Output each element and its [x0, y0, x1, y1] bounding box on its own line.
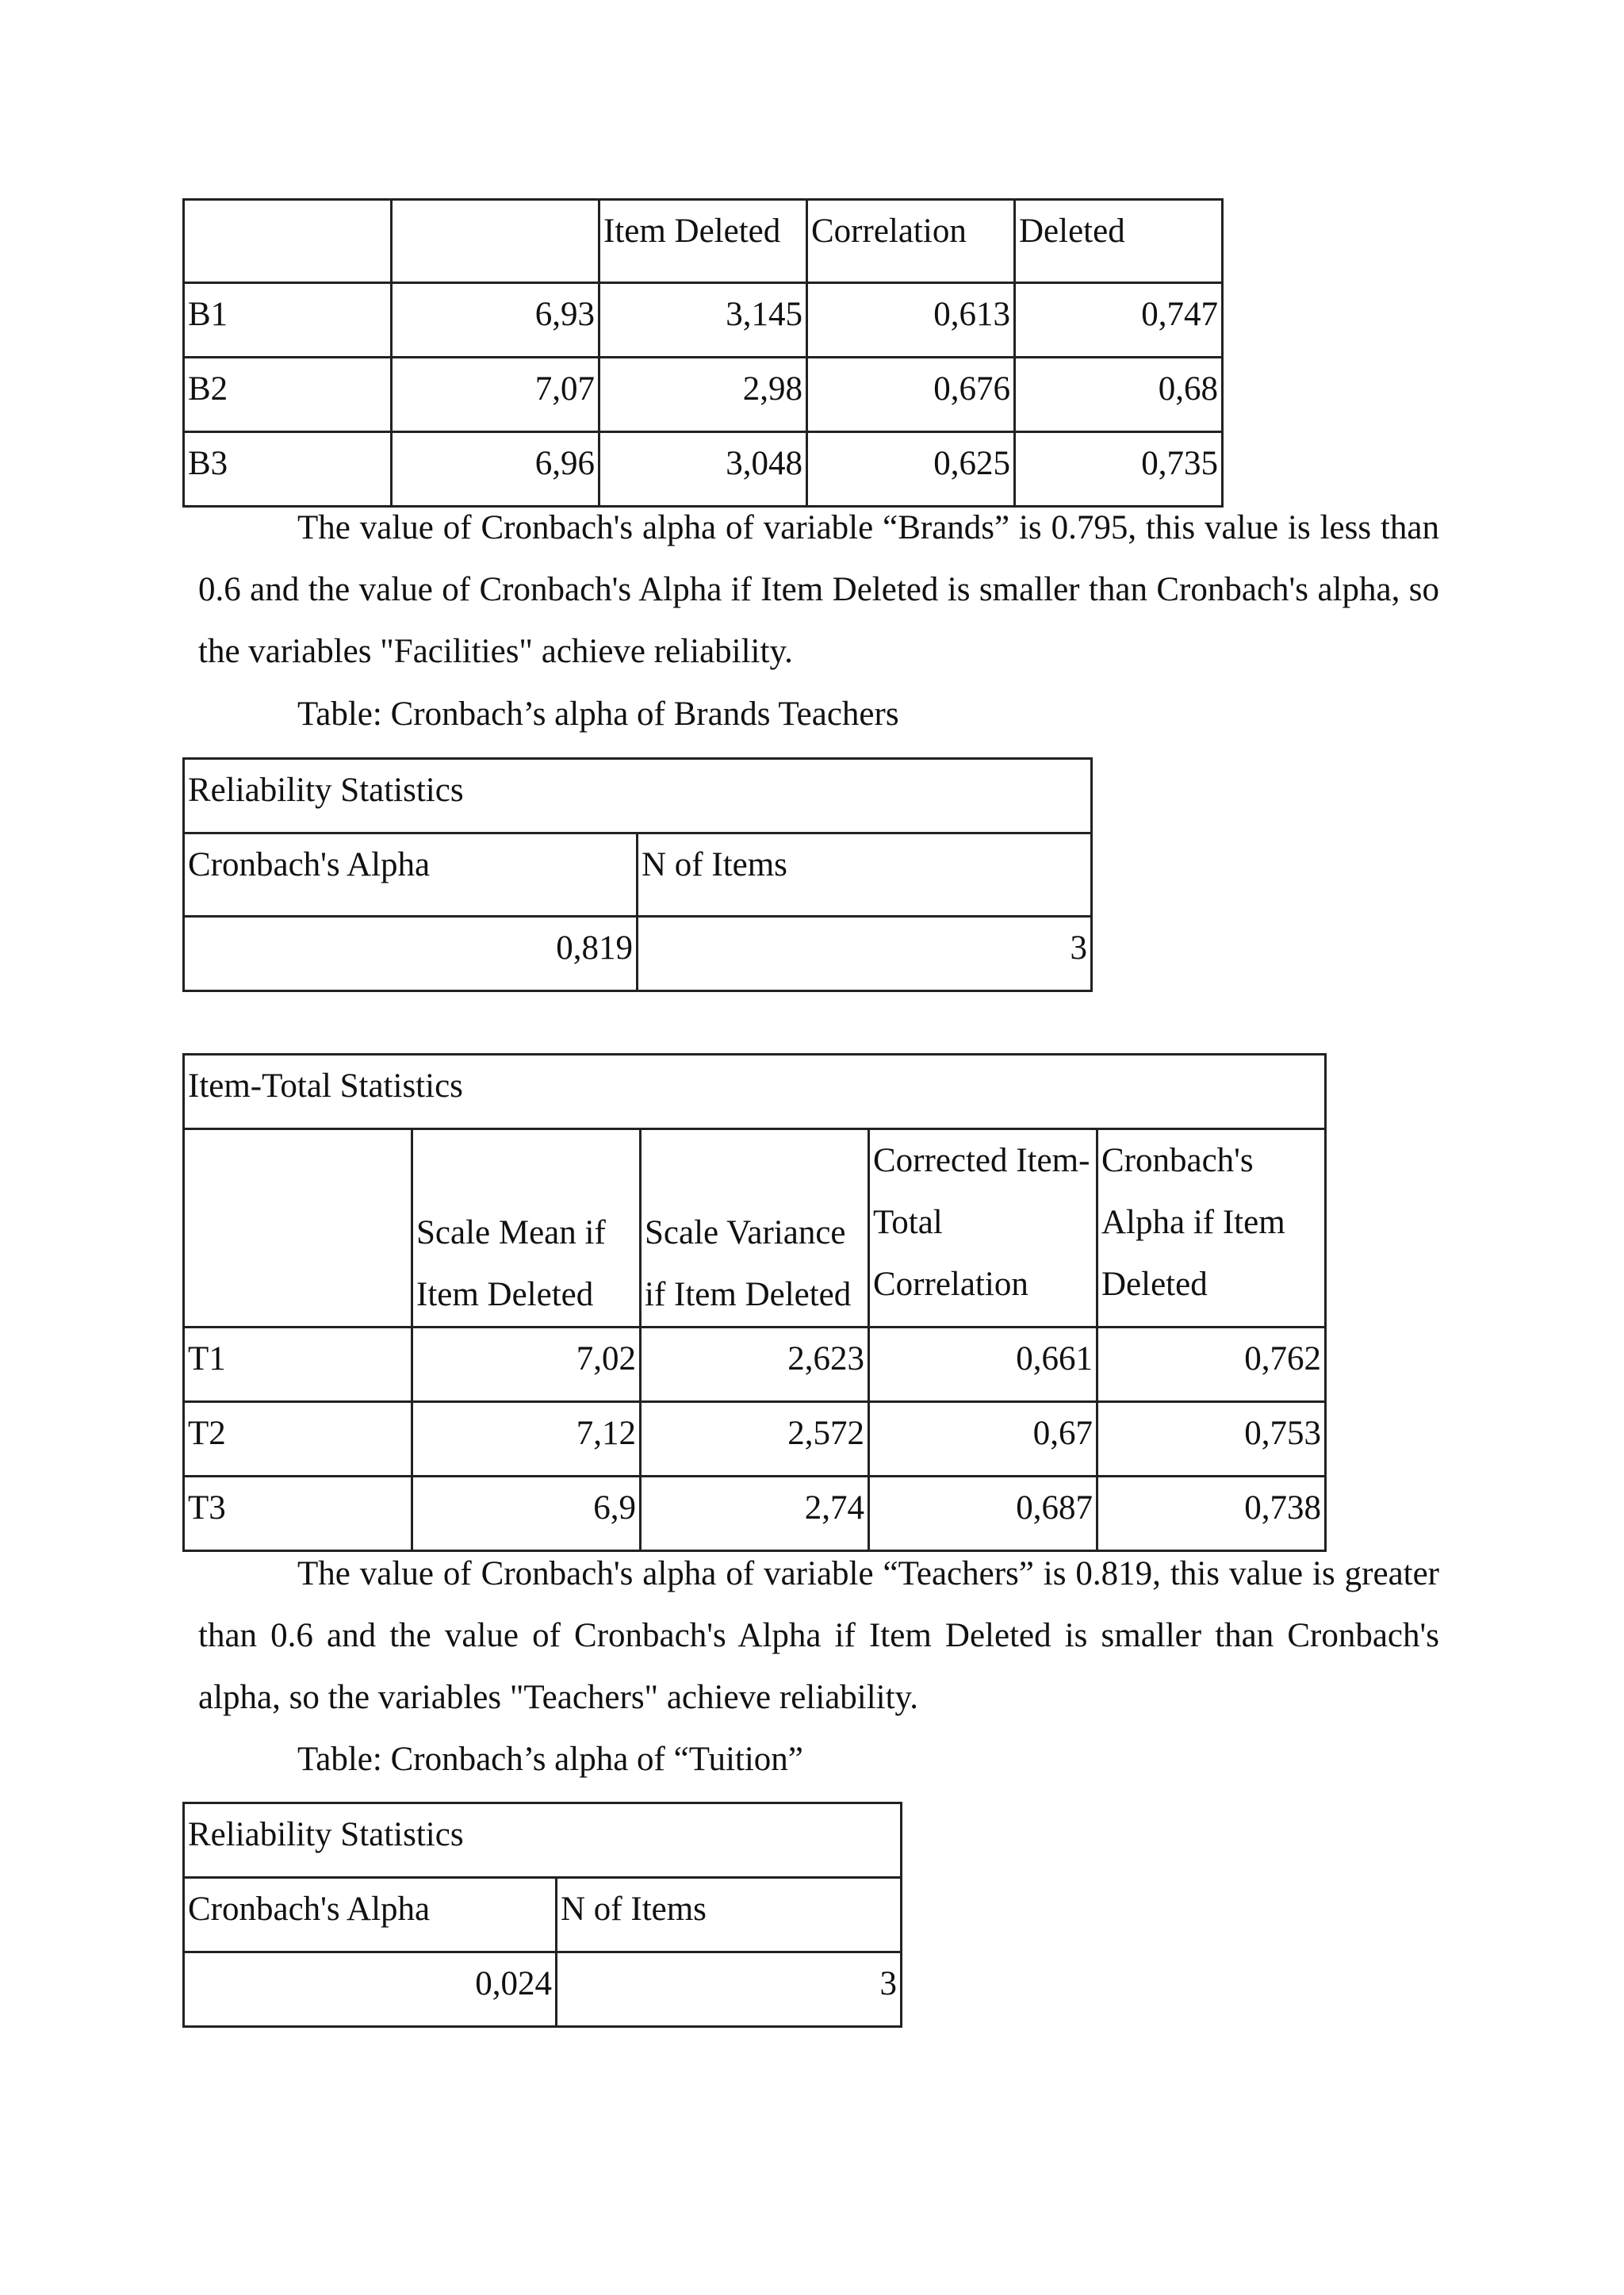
brands-paragraph: [198, 497, 1439, 683]
table-cell: 0,738: [1097, 1477, 1326, 1551]
table-cell: 7,02: [412, 1328, 641, 1402]
table-title-row: [184, 1055, 1326, 1129]
table-title: Reliability Statistics: [184, 759, 1092, 833]
teachers-table-caption: Table: Cronbach’s alpha of Brands Teachers: [297, 695, 899, 733]
table-header-cell: [392, 200, 599, 283]
brands-paragraph-text: The value of Cronbach's alpha of variable “Brands” is 0.795, this value is less than 0.6 and the value of Cronbach's Alpha if Item Deleted is smaller than Cronbach's alpha, so the variables "Facilities" achieve reliability.: [198, 509, 1439, 670]
table-row: [184, 283, 1223, 358]
n-items-value: 3: [557, 1952, 902, 2027]
table-header-row: [184, 200, 1223, 283]
table-cell: 0,753: [1097, 1402, 1326, 1477]
tuition-reliability-table: [182, 1802, 902, 2028]
teachers-reliability-table: [182, 757, 1093, 992]
table-header-row: [184, 833, 1092, 917]
table-title: Item-Total Statistics: [184, 1055, 1326, 1129]
table-cell: 3,048: [599, 432, 807, 507]
table-cell: 0,762: [1097, 1328, 1326, 1402]
table-row: [184, 358, 1223, 432]
table-header-cell: [184, 1129, 412, 1328]
table-cell: 2,98: [599, 358, 807, 432]
table-cell: 0,67: [869, 1402, 1097, 1477]
table-header-cell: Cronbach's Alpha: [184, 1878, 557, 1952]
table-header-cell: Scale Variance if Item Deleted: [641, 1129, 869, 1328]
table-cell: 7,12: [412, 1402, 641, 1477]
table-cell: T3: [184, 1477, 412, 1551]
table-header-cell: Corrected Item-Total Correlation: [869, 1129, 1097, 1328]
table-header-cell: Cronbach's Alpha if Item Deleted: [1097, 1129, 1326, 1328]
teachers-paragraph-text: The value of Cronbach's alpha of variable “Teachers” is 0.819, this value is greater than 0.6 and the value of Cronbach's Alpha if Item Deleted is smaller than Cronbach's alpha, so the variables "Teachers" achieve reliability.: [198, 1555, 1439, 1716]
table-header-cell: Scale Mean if Item Deleted: [412, 1129, 641, 1328]
table-cell: 0,613: [807, 283, 1015, 358]
table-row: [184, 917, 1092, 991]
table-title: Reliability Statistics: [184, 1803, 902, 1878]
table-header-cell: Item Deleted: [599, 200, 807, 283]
table-cell: 0,661: [869, 1328, 1097, 1402]
table-cell: 0,676: [807, 358, 1015, 432]
table-cell: 2,572: [641, 1402, 869, 1477]
table-row: [184, 432, 1223, 507]
teachers-item-total-table: [182, 1053, 1327, 1552]
cronbach-alpha-value: 0,024: [184, 1952, 557, 2027]
table-cell: 0,747: [1015, 283, 1223, 358]
table-cell: 0,735: [1015, 432, 1223, 507]
table-row: [184, 1402, 1326, 1477]
teachers-paragraph: [198, 1543, 1439, 1729]
table-cell: 2,74: [641, 1477, 869, 1551]
table-cell: B3: [184, 432, 392, 507]
table-title-row: [184, 1803, 902, 1878]
table-cell: 6,96: [392, 432, 599, 507]
brands-item-total-table: [182, 198, 1224, 508]
table-header-cell: N of Items: [638, 833, 1092, 917]
table-header-row: [184, 1129, 1326, 1328]
table-header-cell: Cronbach's Alpha: [184, 833, 638, 917]
table-row: [184, 1952, 902, 2027]
tuition-table-caption: Table: Cronbach’s alpha of “Tuition”: [297, 1741, 803, 1778]
table-header-cell: Correlation: [807, 200, 1015, 283]
table-header-cell: Deleted: [1015, 200, 1223, 283]
table-cell: B2: [184, 358, 392, 432]
table-cell: B1: [184, 283, 392, 358]
table-title-row: [184, 759, 1092, 833]
table-header-cell: [184, 200, 392, 283]
table-cell: 0,625: [807, 432, 1015, 507]
table-cell: 2,623: [641, 1328, 869, 1402]
table-cell: 6,9: [412, 1477, 641, 1551]
n-items-value: 3: [638, 917, 1092, 991]
table-cell: T1: [184, 1328, 412, 1402]
table-cell: T2: [184, 1402, 412, 1477]
table-cell: 6,93: [392, 283, 599, 358]
table-cell: 0,68: [1015, 358, 1223, 432]
table-row: [184, 1477, 1326, 1551]
cronbach-alpha-value: 0,819: [184, 917, 638, 991]
table-header-cell: N of Items: [557, 1878, 902, 1952]
table-row: [184, 1328, 1326, 1402]
table-cell: 3,145: [599, 283, 807, 358]
table-cell: 0,687: [869, 1477, 1097, 1551]
table-header-row: [184, 1878, 902, 1952]
table-cell: 7,07: [392, 358, 599, 432]
